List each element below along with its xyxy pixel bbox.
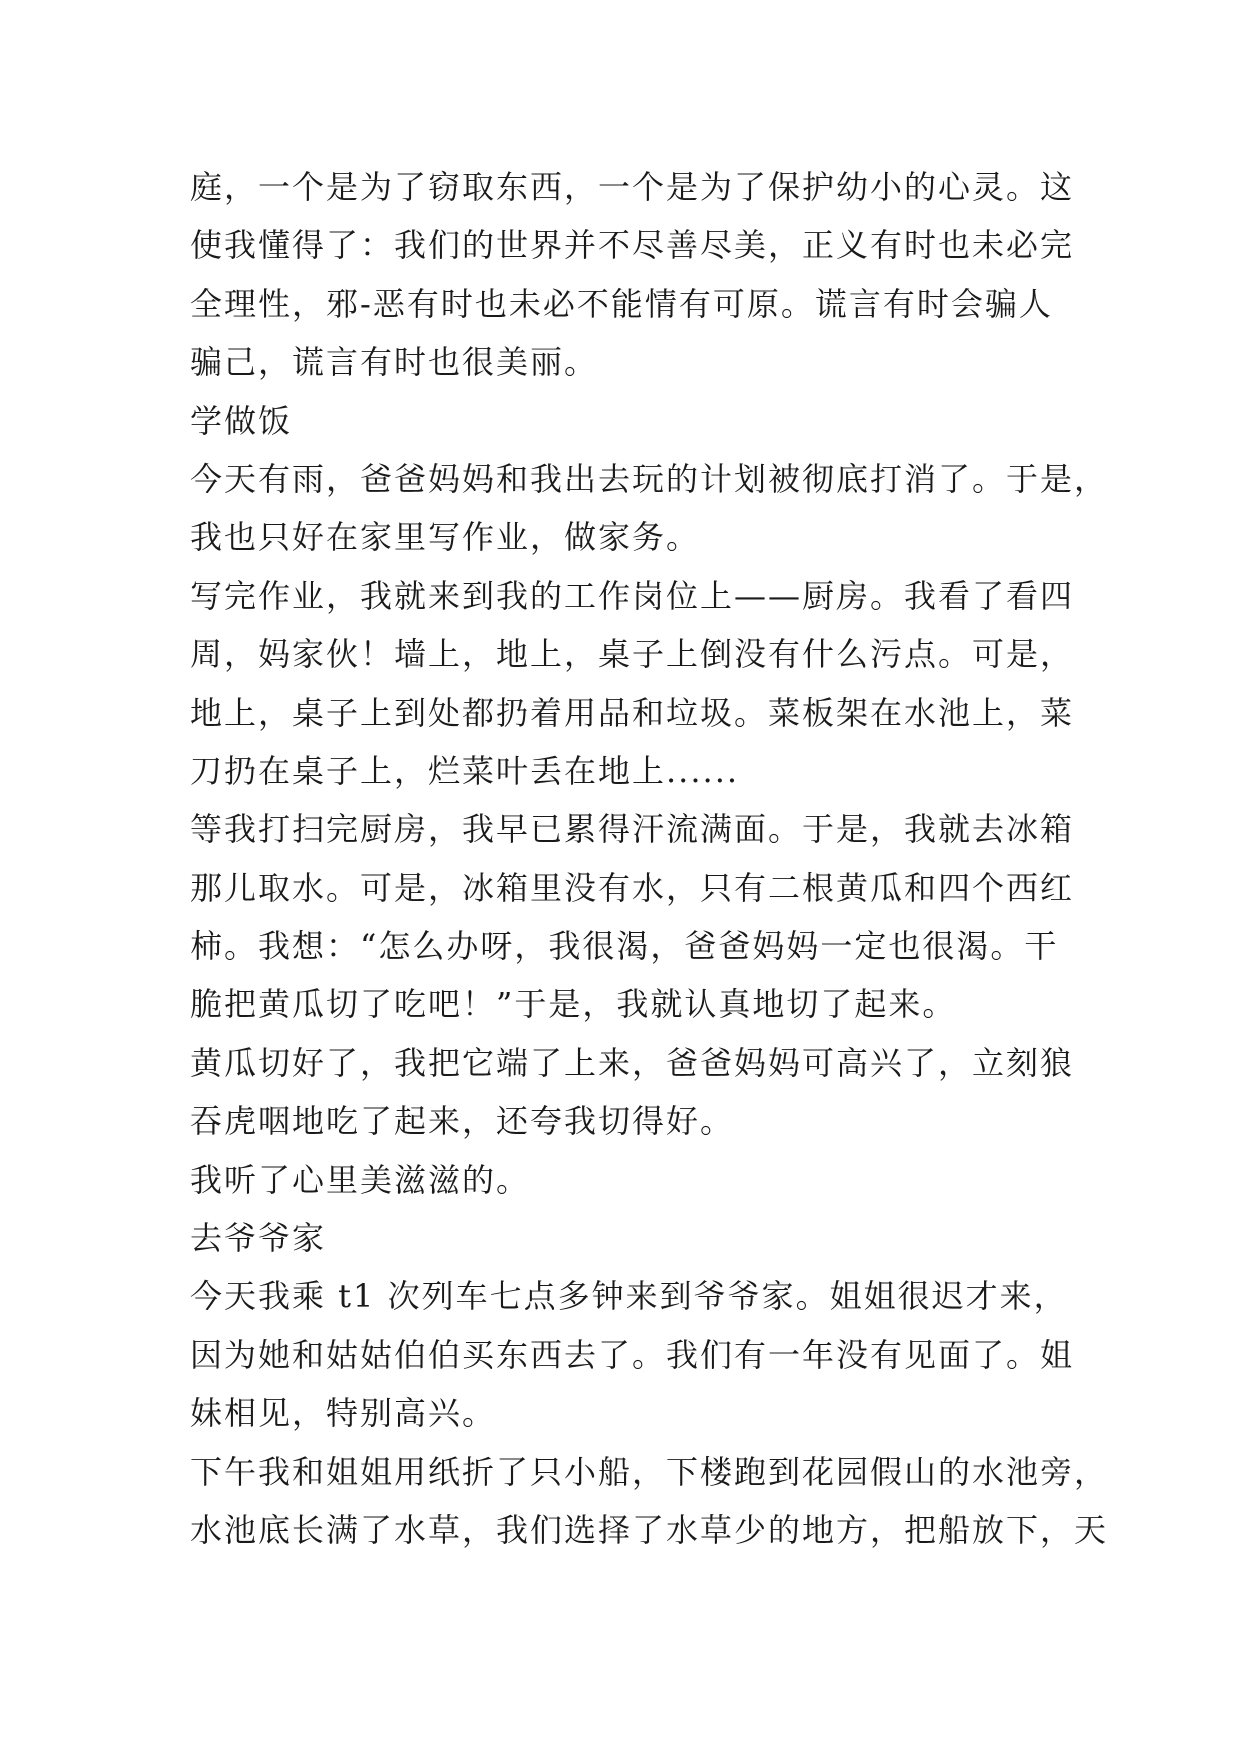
text-line: 庭，一个是为了窃取东西，一个是为了保护幼小的心灵。这: [190, 168, 1075, 206]
text-line: 黄瓜切好了，我把它端了上来，爸爸妈妈可高兴了，立刻狼: [190, 1043, 1075, 1082]
text-line: 我也只好在家里写作业，做家务。: [190, 518, 701, 557]
section-title-cooking: 学做饭: [190, 401, 293, 440]
text-line: 地上，桌子上到处都扔着用品和垃圾。菜板架在水池上，菜: [190, 693, 1075, 732]
text-line: 今天我乘 t1 次列车七点多钟来到爷爷家。姐姐很迟才来，: [190, 1277, 1068, 1316]
document-body: [190, 158, 1109, 1559]
text-line: 柿。我想：“怎么办呀，我很渴，爸爸妈妈一定也很渴。干: [190, 927, 1059, 966]
text-line: 使我懂得了：我们的世界并不尽善尽美，正义有时也未必完: [190, 226, 1075, 265]
text-line: 因为她和姑姑伯伯买东西去了。我们有一年没有见面了。姐: [190, 1335, 1075, 1374]
text-line: 今天有雨，爸爸妈妈和我出去玩的计划被彻底打消了。于是，: [190, 459, 1109, 498]
section-title-grandpa: 去爷爷家: [190, 1219, 327, 1258]
text-line: 妹相见，特别高兴。: [190, 1394, 497, 1433]
text-line: 刀扔在桌子上，烂菜叶丢在地上......: [190, 751, 740, 790]
text-line: 等我打扫完厨房，我早已累得汗流满面。于是，我就去冰箱: [190, 810, 1075, 849]
text-line: 骗己，谎言有时也很美丽。: [190, 343, 599, 382]
text-line: 脆把黄瓜切了吃吧！”于是，我就认真地切了起来。: [190, 985, 957, 1024]
text-line: 那儿取水。可是，冰箱里没有水，只有二根黄瓜和四个西红: [190, 868, 1075, 907]
text-line: 吞虎咽地吃了起来，还夸我切得好。: [190, 1102, 735, 1141]
text-line: 下午我和姐姐用纸折了只小船，下楼跑到花园假山的水池旁，: [190, 1452, 1109, 1491]
text-line: 写完作业，我就来到我的工作岗位上——厨房。我看了看四: [190, 576, 1075, 615]
text-line: 周，妈家伙！墙上，地上，桌子上倒没有什么污点。可是，: [190, 635, 1075, 674]
text-line: 水池底长满了水草，我们选择了水草少的地方，把船放下，天: [190, 1510, 1109, 1549]
text-line: 全理性，邪-恶有时也未必不能情有可原。谎言有时会骗人: [190, 284, 1053, 323]
text-line: 我听了心里美滋滋的。: [190, 1160, 531, 1199]
